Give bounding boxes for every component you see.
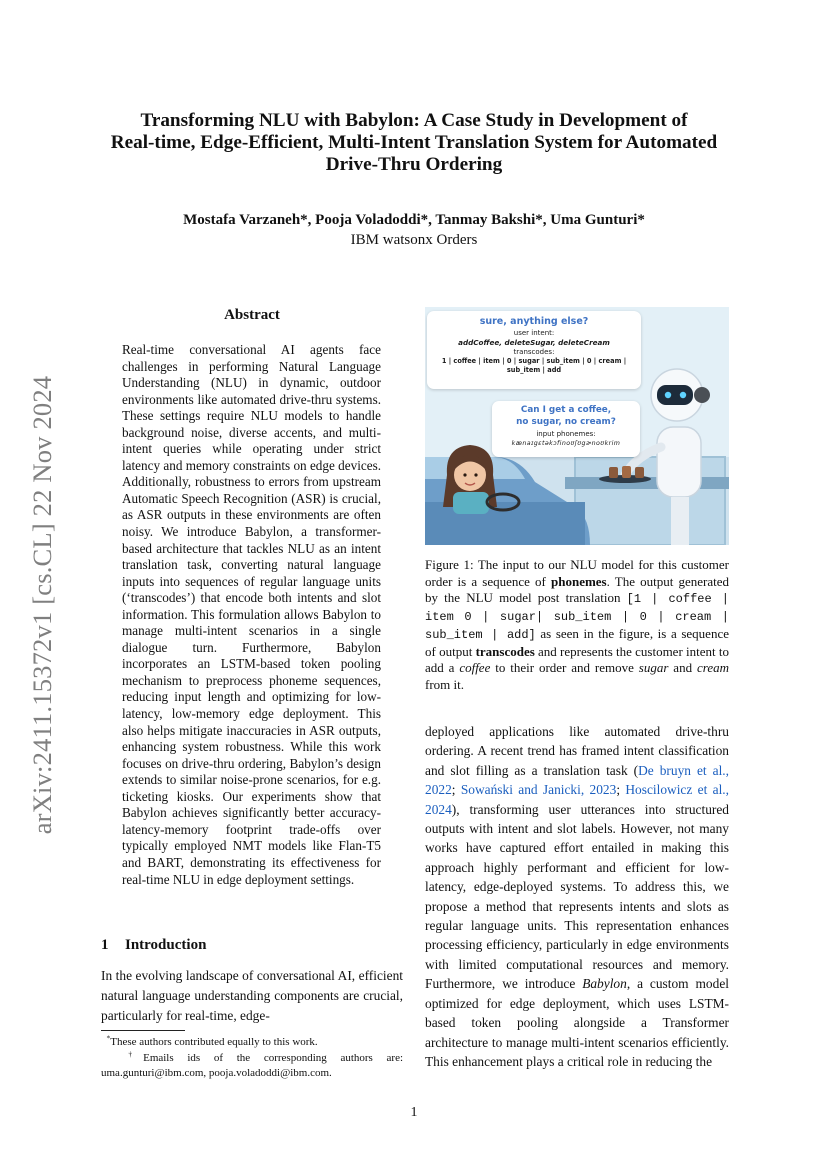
caption-text: from it.: [425, 676, 464, 692]
author-list: Mostafa Varzaneh*, Pooja Voladoddi*, Tanmay Bakshi*, Uma Gunturi*: [183, 212, 645, 228]
abstract-body: Real-time conversational AI agents face challenges in performing Natural Language Understanding (NLU) in dynamic, outdoor environments like automated drive-thru systems. These settings require NLU models to handle background noise, diverse accents, and multi-intent queries while operating under strict latency and memory constraints on edge devices. Additionally, robustness to errors from upstream Automatic Speech Recognition (ASR) is crucial, as ASR outputs in these environments are often noisy. We introduce Babylon, a transformer-based architecture that tackles NLU as an intent translation task, converting natural language inputs into sequences of regular language units (‘transcodes’) that encode both intents and slot information. This formulation allows Babylon to manage multi-intent scenarios in a single dialogue turn. Furthermore, Babylon incorporates an LSTM-based token pooling mechanism to preprocess phoneme sequences, reducing input length and optimizing for low-latency, low-memory edge deployment. This also helps mitigate inaccuracies in ASR outputs, enhancing system robustness. While this work focuses on drive-thru ordering, Babylon’s design extends to similar noise-prone scenarios, for e.g. ticketing kiosks. Our experiments show that Babylon achieves significantly better accuracy-latency-memory footprint trade-offs over typically employed NMT models like Flan-T5 and BART, demonstrating its effectiveness for real-time NLU in edge deployment settings.: [122, 342, 381, 887]
assistant-reply-text: sure, anything else?: [479, 316, 589, 327]
paper-title: [80, 110, 748, 176]
input-phonemes-value: kænaɪgɛtəkɔfinoʊʃʊgɚnoʊkrim: [511, 440, 621, 447]
citation-link[interactable]: Hoscilowicz et al., 2024: [425, 782, 729, 817]
caption-text: and: [668, 660, 697, 676]
page-number: 1: [410, 1105, 418, 1120]
title-line-1: Transforming NLU with Babylon: A Case Study in Development of: [140, 110, 688, 131]
caption-italic-cream: cream: [696, 660, 729, 676]
body-text: ;: [451, 782, 461, 798]
transcodes-line-1: 1 | coffee | item | 0 | sugar | sub_item | 0 | cream |: [441, 357, 627, 365]
figure-1-caption: [425, 557, 729, 694]
figure-1-illustration: [425, 307, 729, 545]
model-name-italic: Babylon: [582, 976, 627, 992]
footnote-1-text: These authors contributed equally to this work.: [110, 1036, 318, 1048]
caption-text: to their order and remove: [490, 660, 639, 676]
body-text: , a custom model optimized for edge deployment, which uses LSTM-based token pooling alongside a Transformer architecture to manage multi-intent scenarios efficiently. This enhancement plays a critical role in reducing the: [425, 976, 729, 1069]
body-text: ), transforming user utterances into structured outputs with intent and slot labels. However, not many works have captured effort entailed in making this approach highly performant and efficient for low-latency, edge-deployed systems. To address this, we propose a method that represents intents and slots as regular language units. This representation enhances processing efficiency, particularly in edge environments with limited computational resources and memory. Furthermore, we introduce: [425, 801, 729, 992]
user-intent-label: user intent:: [513, 329, 555, 337]
section-title: Introduction: [125, 937, 207, 953]
footnote-2-mark: †: [128, 1049, 144, 1059]
caption-transcode-sequence: [1 | coffee | item 0 | sugar| sub_item | 0 | cream | sub_item | add]: [425, 592, 730, 642]
footnote-2: [101, 1051, 403, 1080]
footnote-rule: [101, 1030, 185, 1031]
transcodes-label: transcodes:: [513, 348, 555, 356]
caption-text: and represents the customer intent to add a: [425, 643, 730, 676]
caption-text: . The output generated by the NLU model post translation: [425, 573, 729, 606]
section-heading-introduction: [101, 937, 403, 954]
introduction-paragraph-continued: [425, 722, 729, 1071]
customer-order-line-2: no sugar, no cream?: [516, 416, 616, 427]
introduction-paragraph: In the evolving landscape of conversational AI, efficient natural language understanding components are crucial, particularly for real-time, edge-: [101, 968, 403, 1023]
caption-italic-sugar: sugar: [638, 660, 669, 676]
footnote-1-mark: *: [106, 1033, 111, 1043]
user-intent-value: addCoffee, deleteSugar, deleteCream: [458, 338, 610, 347]
arxiv-identifier-stamp: arXiv:2411.15372v1 [cs.CL] 22 Nov 2024: [27, 375, 57, 835]
caption-text: as seen in the figure, is a sequence of output: [425, 625, 729, 659]
citation-link[interactable]: De bruyn et al., 2022: [425, 762, 730, 798]
section-number: 1: [101, 937, 109, 953]
customer-order-line-1: Can I get a coffee,: [520, 405, 612, 415]
footnote-1: [101, 1035, 403, 1050]
abstract-heading: Abstract: [224, 307, 280, 323]
transcodes-line-2: sub_item | add: [506, 366, 562, 374]
bubble-assistant-reply: [427, 311, 641, 389]
footnote-2-text: Emails ids of the corresponding authors are: uma.gunturi@ibm.com, pooja.voladoddi@ibm.com.: [101, 1052, 404, 1079]
affiliation: IBM watsonx Orders: [350, 232, 478, 248]
caption-text: Figure 1: The input to our NLU model for this customer order is a sequence of: [425, 557, 729, 589]
body-text: ;: [616, 782, 626, 798]
input-phonemes-label: input phonemes:: [536, 430, 596, 438]
bubble-customer-order: [492, 401, 640, 457]
citation-link[interactable]: Sowański and Janicki, 2023: [460, 782, 617, 798]
title-line-2: Real-time, Edge-Efficient, Multi-Intent Translation System for Automated: [110, 132, 718, 153]
caption-emphasis-phonemes: phonemes: [551, 573, 607, 589]
body-text: deployed applications like automated drive-thru ordering. A recent trend has framed intent classification and slot filling as a translation task (: [425, 724, 729, 778]
caption-emphasis-transcodes: transcodes: [475, 643, 535, 659]
title-line-3: Drive-Thru Ordering: [325, 154, 503, 175]
caption-italic-coffee: coffee: [459, 660, 491, 676]
